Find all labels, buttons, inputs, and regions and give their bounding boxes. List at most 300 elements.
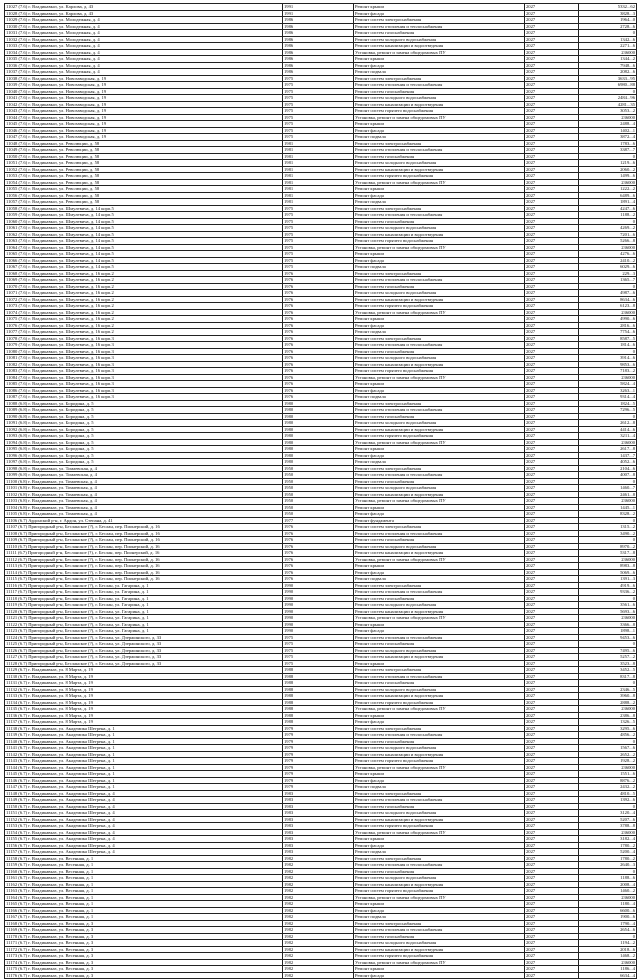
- address-cell: 11110 (6.7) Пригородный р-н, Бесланское (?), г. Беслан, пер. Пионерский, д. 16: [5, 543, 283, 550]
- year-cell: 1986: [283, 36, 354, 43]
- work-type-cell: Ремонт систем холодного водоснабжения: [354, 485, 525, 492]
- address-cell: 11162 (6.7) г. Владикавказ, ул. Весенняя, д. 1: [5, 881, 283, 888]
- address-cell: 11080 (7.6) г. Владикавказ, ул. Шмулевича, д. 16 корп.3: [5, 348, 283, 355]
- cost-cell: 2888...2: [579, 699, 637, 706]
- work-type-cell: Ремонт систем газоснабжения: [354, 153, 525, 160]
- cost-cell: 9853...6: [579, 361, 637, 368]
- year-cell: 1988: [283, 699, 354, 706]
- year-cell: 1982: [283, 940, 354, 947]
- plan-year-cell: 2027: [525, 101, 579, 108]
- year-cell: 1976: [283, 296, 354, 303]
- year-cell: 1975: [283, 134, 354, 141]
- work-type-cell: Ремонт крыши: [354, 621, 525, 628]
- work-type-cell: Ремонт систем электроснабжения: [354, 855, 525, 862]
- address-cell: 11122 (6.7) Пригородный р-н, Бесланское (?), г. Беслан, ул. Гагарина, д. 1: [5, 621, 283, 628]
- year-cell: 1976: [283, 283, 354, 290]
- plan-year-cell: 2027: [525, 836, 579, 843]
- work-type-cell: Ремонт подвала: [354, 914, 525, 921]
- year-cell: 1976: [283, 381, 354, 388]
- work-type-cell: Ремонт фасада: [354, 257, 525, 264]
- work-type-cell: Ремонт фасада: [354, 127, 525, 134]
- address-cell: 11027 (7.6) г. Владикавказ, ул. Карлова, д. 43: [5, 4, 283, 11]
- plan-year-cell: 2027: [525, 680, 579, 687]
- year-cell: 1982: [283, 875, 354, 882]
- year-cell: 1983: [283, 823, 354, 830]
- year-cell: 1986: [283, 56, 354, 63]
- work-type-cell: Ремонт систем газоснабжения: [354, 478, 525, 485]
- plan-year-cell: 2027: [525, 641, 579, 648]
- address-cell: 11065 (7.6) г. Владикавказ, ул. Шмулевича, д. 14 корп.5: [5, 251, 283, 258]
- address-cell: 11069 (7.6) г. Владикавказ, ул. Шмулевича, д. 16 корп.2: [5, 277, 283, 284]
- plan-year-cell: 2027: [525, 30, 579, 37]
- plan-year-cell: 2027: [525, 784, 579, 791]
- address-cell: 11172 (6.7) г. Владикавказ, ул. Весенняя, д. 3: [5, 946, 283, 953]
- plan-year-cell: 2027: [525, 673, 579, 680]
- year-cell: 1982: [283, 914, 354, 921]
- cost-cell: 4281...35: [579, 101, 637, 108]
- plan-year-cell: 2027: [525, 537, 579, 544]
- address-cell: 11103 (6.8) г. Владикавказ, ул. Томаевская, д. 4: [5, 498, 283, 505]
- year-cell: 1986: [283, 17, 354, 24]
- year-cell: 1990: [283, 621, 354, 628]
- work-type-cell: Ремонт систем газоснабжения: [354, 738, 525, 745]
- address-cell: 11055 (7.6) г. Владикавказ, ул. Революции, д. 58: [5, 186, 283, 193]
- cost-cell: 236000: [579, 894, 637, 901]
- year-cell: 1982: [283, 946, 354, 953]
- work-type-cell: Установка, ремонт и замена общедомовых ПУ: [354, 615, 525, 622]
- cost-cell: 1222...2: [579, 186, 637, 193]
- year-cell: 1975: [283, 75, 354, 82]
- year-cell: 1980: [283, 452, 354, 459]
- plan-year-cell: 2027: [525, 725, 579, 732]
- address-cell: 11094 (6.8) г. Владикавказ, ул. Бородина, д. 5: [5, 439, 283, 446]
- plan-year-cell: 2027: [525, 485, 579, 492]
- plan-year-cell: 2027: [525, 75, 579, 82]
- year-cell: 1976: [283, 342, 354, 349]
- cost-cell: 2008...4: [579, 881, 637, 888]
- year-cell: 1983: [283, 797, 354, 804]
- cost-cell: 0: [579, 738, 637, 745]
- cost-cell: 5200...4: [579, 849, 637, 856]
- plan-year-cell: 2027: [525, 309, 579, 316]
- plan-year-cell: 2027: [525, 114, 579, 121]
- plan-year-cell: 2027: [525, 368, 579, 375]
- year-cell: 1980: [283, 446, 354, 453]
- year-cell: 1976: [283, 368, 354, 375]
- work-type-cell: Ремонт систем горячего водоснабжения: [354, 108, 525, 115]
- cost-cell: 0: [579, 680, 637, 687]
- work-type-cell: Ремонт фасада: [354, 387, 525, 394]
- cost-cell: 2018...6: [579, 946, 637, 953]
- year-cell: 1976: [283, 394, 354, 401]
- address-cell: 11153 (6.7) г. Владикавказ, ул. Академика Шегрена, д. 4: [5, 823, 283, 830]
- address-cell: 11143 (6.7) г. Владикавказ, ул. Академика Шегрена, д. 1: [5, 758, 283, 765]
- cost-cell: 2410...2: [579, 257, 637, 264]
- address-cell: 11104 (6.8) г. Владикавказ, ул. Томаевская, д. 4: [5, 504, 283, 511]
- cost-cell: 3490...2: [579, 530, 637, 537]
- cost-cell: 6980...88: [579, 82, 637, 89]
- work-type-cell: Ремонт крыши: [354, 4, 525, 11]
- year-cell: 1983: [283, 836, 354, 843]
- address-cell: 11151 (6.7) г. Владикавказ, ул. Академика Шегрена, д. 4: [5, 810, 283, 817]
- plan-year-cell: 2027: [525, 212, 579, 219]
- work-type-cell: Ремонт систем канализации и водоотведения: [354, 608, 525, 615]
- plan-year-cell: 2027: [525, 134, 579, 141]
- cost-cell: 236000: [579, 764, 637, 771]
- address-cell: 11173 (6.7) г. Владикавказ, ул. Весенняя, д. 3: [5, 953, 283, 960]
- plan-year-cell: 2027: [525, 940, 579, 947]
- year-cell: 1990: [283, 608, 354, 615]
- year-cell: 1975: [283, 264, 354, 271]
- address-cell: 11106 (6.7) Ардонский р-н, г. Ардон, ул. Степана, д. 41: [5, 517, 283, 524]
- plan-year-cell: 2027: [525, 108, 579, 115]
- plan-year-cell: 2027: [525, 881, 579, 888]
- work-type-cell: Ремонт систем отопления и теплоснабжения: [354, 342, 525, 349]
- address-cell: 11148 (6.7) г. Владикавказ, ул. Академика Шегрена, д. 4: [5, 790, 283, 797]
- cost-cell: 5069...6: [579, 569, 637, 576]
- cost-cell: 1188...2: [579, 212, 637, 219]
- year-cell: 1976: [283, 316, 354, 323]
- cost-cell: 7296...5: [579, 407, 637, 414]
- plan-year-cell: 2027: [525, 160, 579, 167]
- cost-cell: 2652...2: [579, 751, 637, 758]
- work-type-cell: Установка, ремонт и замена общедомовых ПУ: [354, 556, 525, 563]
- work-type-cell: Ремонт систем электроснабжения: [354, 400, 525, 407]
- cost-cell: 7495...6: [579, 647, 637, 654]
- address-cell: 11128 (6.7) Пригородный р-н, Бесланское (?), г. Беслан, ул. Дзержинского, д. 33: [5, 660, 283, 667]
- address-cell: 11090 (6.8) г. Владикавказ, ул. Бородина, д. 5: [5, 413, 283, 420]
- year-cell: 1986: [283, 49, 354, 56]
- cost-cell: 6029...6: [579, 264, 637, 271]
- work-type-cell: Ремонт систем газоснабжения: [354, 413, 525, 420]
- year-cell: 1988: [283, 712, 354, 719]
- work-type-cell: Ремонт систем горячего водоснабжения: [354, 303, 525, 310]
- plan-year-cell: 2027: [525, 413, 579, 420]
- work-type-cell: Ремонт фасада: [354, 907, 525, 914]
- work-type-cell: Ремонт систем отопления и теплоснабжения: [354, 82, 525, 89]
- year-cell: 1950: [283, 498, 354, 505]
- cost-cell: 236000: [579, 615, 637, 622]
- address-cell: 11068 (7.6) г. Владикавказ, ул. Шмулевича, д. 16 корп.2: [5, 270, 283, 277]
- year-cell: 1982: [283, 855, 354, 862]
- plan-year-cell: 2027: [525, 764, 579, 771]
- year-cell: 1975: [283, 647, 354, 654]
- plan-year-cell: 2027: [525, 244, 579, 251]
- cost-cell: 4990...6: [579, 316, 637, 323]
- cost-cell: 2484...96: [579, 95, 637, 102]
- work-type-cell: Ремонт систем электроснабжения: [354, 75, 525, 82]
- year-cell: 1988: [283, 686, 354, 693]
- cost-cell: 1460...7: [579, 485, 637, 492]
- address-cell: 11030 (7.6) г. Владикавказ, ул. Молодежная, д. 4: [5, 23, 283, 30]
- address-cell: 11059 (7.6) г. Владикавказ, ул. Шмулевича, д. 14 корп.5: [5, 212, 283, 219]
- work-type-cell: Ремонт систем холодного водоснабжения: [354, 602, 525, 609]
- year-cell: 1982: [283, 953, 354, 960]
- cost-cell: 1824...5: [579, 400, 637, 407]
- cost-cell: 2640...3: [579, 862, 637, 869]
- cost-cell: 5693...6: [579, 608, 637, 615]
- cost-cell: 7201...6: [579, 231, 637, 238]
- cost-cell: 3053...2: [579, 108, 637, 115]
- address-cell: 11144 (6.7) г. Владикавказ, ул. Академика Шегрена, д. 1: [5, 764, 283, 771]
- year-cell: 1983: [283, 849, 354, 856]
- plan-year-cell: 2027: [525, 387, 579, 394]
- address-cell: 11124 (6.7) Пригородный р-н, Бесланское (?), г. Беслан, ул. Дзержинского, д. 33: [5, 634, 283, 641]
- plan-year-cell: 2027: [525, 316, 579, 323]
- address-cell: 11060 (7.6) г. Владикавказ, ул. Шмулевича, д. 14 корп.5: [5, 218, 283, 225]
- cost-cell: 1499...6: [579, 173, 637, 180]
- address-cell: 11154 (6.7) г. Владикавказ, ул. Академика Шегрена, д. 4: [5, 829, 283, 836]
- cost-cell: 1342...6: [579, 36, 637, 43]
- plan-year-cell: 2027: [525, 576, 579, 583]
- year-cell: 1975: [283, 212, 354, 219]
- plan-year-cell: 2027: [525, 381, 579, 388]
- cost-cell: 236000: [579, 959, 637, 966]
- plan-year-cell: 2027: [525, 797, 579, 804]
- cost-cell: 2271...6: [579, 43, 637, 50]
- plan-year-cell: 2027: [525, 927, 579, 934]
- address-cell: 11118 (6.7) Пригородный р-н, Бесланское (?), г. Беслан, ул. Гагарина, д. 1: [5, 595, 283, 602]
- plan-year-cell: 2027: [525, 732, 579, 739]
- work-type-cell: Ремонт подвала: [354, 459, 525, 466]
- cost-cell: 1402...1: [579, 127, 637, 134]
- work-type-cell: Ремонт систем канализации и водоотведения: [354, 43, 525, 50]
- year-cell: 1975: [283, 108, 354, 115]
- work-type-cell: Ремонт систем горячего водоснабжения: [354, 888, 525, 895]
- address-cell: 11131 (6.7) г. Владикавказ, ул. 8 Марта, д. 19: [5, 680, 283, 687]
- work-type-cell: Ремонт систем электроснабжения: [354, 790, 525, 797]
- work-type-cell: Ремонт систем горячего водоснабжения: [354, 238, 525, 245]
- plan-year-cell: 2027: [525, 524, 579, 531]
- cost-cell: 1964...0: [579, 17, 637, 24]
- cost-cell: 2432...2: [579, 784, 637, 791]
- cost-cell: 8634...6: [579, 296, 637, 303]
- year-cell: 1976: [283, 270, 354, 277]
- work-type-cell: Ремонт систем отопления и теплоснабжения: [354, 23, 525, 30]
- year-cell: 1991: [283, 10, 354, 17]
- plan-year-cell: 2027: [525, 290, 579, 297]
- year-cell: 1950: [283, 465, 354, 472]
- address-cell: 11043 (7.6) г. Владикавказ, ул. Новозаводская, д. 19: [5, 108, 283, 115]
- plan-year-cell: 2027: [525, 621, 579, 628]
- cost-cell: 8983...8: [579, 563, 637, 570]
- address-cell: 11120 (6.7) Пригородный р-н, Бесланское (?), г. Беслан, ул. Гагарина, д. 1: [5, 608, 283, 615]
- cost-cell: 2461...8: [579, 491, 637, 498]
- plan-year-cell: 2027: [525, 329, 579, 336]
- address-cell: 11072 (7.6) г. Владикавказ, ул. Шмулевича, д. 16 корп.2: [5, 296, 283, 303]
- address-cell: 11031 (7.6) г. Владикавказ, ул. Молодежная, д. 4: [5, 30, 283, 37]
- cost-cell: 3211...4: [579, 433, 637, 440]
- plan-year-cell: 2027: [525, 959, 579, 966]
- cost-cell: 0: [579, 595, 637, 602]
- address-cell: 11070 (7.6) г. Владикавказ, ул. Шмулевича, д. 16 корп.2: [5, 283, 283, 290]
- year-cell: 1979: [283, 764, 354, 771]
- plan-year-cell: 2027: [525, 400, 579, 407]
- plan-year-cell: 2027: [525, 530, 579, 537]
- cost-cell: 2488...4: [579, 121, 637, 128]
- address-cell: 11125 (6.7) Пригородный р-н, Бесланское (?), г. Беслан, ул. Дзержинского, д. 33: [5, 641, 283, 648]
- cost-cell: 236000: [579, 49, 637, 56]
- work-type-cell: Ремонт систем отопления и теплоснабжения: [354, 472, 525, 479]
- address-cell: 11064 (7.6) г. Владикавказ, ул. Шмулевича, д. 14 корп.5: [5, 244, 283, 251]
- year-cell: 1982: [283, 920, 354, 927]
- address-cell: 11102 (6.8) г. Владикавказ, ул. Томаевская, д. 4: [5, 491, 283, 498]
- cost-cell: 5207...6: [579, 816, 637, 823]
- plan-year-cell: 2027: [525, 914, 579, 921]
- cost-cell: 4414...6: [579, 426, 637, 433]
- cost-cell: 1186...4: [579, 966, 637, 973]
- plan-year-cell: 2027: [525, 361, 579, 368]
- plan-year-cell: 2027: [525, 465, 579, 472]
- year-cell: 1986: [283, 69, 354, 76]
- plan-year-cell: 2027: [525, 199, 579, 206]
- address-cell: 11092 (6.8) г. Владикавказ, ул. Бородина, д. 5: [5, 426, 283, 433]
- year-cell: 1976: [283, 374, 354, 381]
- address-cell: 11130 (6.7) г. Владикавказ, ул. 8 Марта, д. 19: [5, 673, 283, 680]
- plan-year-cell: 2027: [525, 426, 579, 433]
- cost-cell: 0: [579, 30, 637, 37]
- cost-cell: 3366...8: [579, 621, 637, 628]
- plan-year-cell: 2027: [525, 17, 579, 24]
- work-type-cell: Ремонт систем электроснабжения: [354, 582, 525, 589]
- address-cell: 11047 (7.6) г. Владикавказ, ул. Новозаводская, д. 19: [5, 134, 283, 141]
- work-type-cell: Ремонт фасада: [354, 569, 525, 576]
- address-cell: 11166 (6.7) г. Владикавказ, ул. Весенняя, д. 1: [5, 907, 283, 914]
- plan-year-cell: 2027: [525, 615, 579, 622]
- address-cell: 11062 (7.6) г. Владикавказ, ул. Шмулевича, д. 14 корп.5: [5, 231, 283, 238]
- year-cell: 1975: [283, 114, 354, 121]
- work-type-cell: Ремонт систем канализации и водоотведения: [354, 231, 525, 238]
- work-type-cell: Установка, ремонт и замена общедомовых ПУ: [354, 894, 525, 901]
- work-type-cell: Ремонт фасада: [354, 322, 525, 329]
- address-cell: 11063 (7.6) г. Владикавказ, ул. Шмулевича, д. 14 корп.5: [5, 238, 283, 245]
- plan-year-cell: 2027: [525, 491, 579, 498]
- cost-cell: 1780...2: [579, 842, 637, 849]
- year-cell: 1982: [283, 901, 354, 908]
- year-cell: 1986: [283, 62, 354, 69]
- address-cell: 11071 (7.6) г. Владикавказ, ул. Шмулевича, д. 16 корп.2: [5, 290, 283, 297]
- cost-cell: 0: [579, 153, 637, 160]
- cost-cell: 236000: [579, 556, 637, 563]
- address-cell: 11034 (7.6) г. Владикавказ, ул. Молодежная, д. 4: [5, 49, 283, 56]
- year-cell: 1981: [283, 173, 354, 180]
- address-cell: 11116 (6.7) Пригородный р-н, Бесланское (?), г. Беслан, ул. Гагарина, д. 1: [5, 582, 283, 589]
- year-cell: 1975: [283, 205, 354, 212]
- cost-cell: 9314...4: [579, 394, 637, 401]
- plan-year-cell: 2027: [525, 608, 579, 615]
- cost-cell: 1344...2: [579, 56, 637, 63]
- address-cell: 11157 (6.7) г. Владикавказ, ул. Академика Шегрена, д. 4: [5, 849, 283, 856]
- address-cell: 11053 (7.6) г. Владикавказ, ул. Революции, д. 58: [5, 173, 283, 180]
- plan-year-cell: 2027: [525, 595, 579, 602]
- work-type-cell: Ремонт систем отопления и теплоснабжения: [354, 589, 525, 596]
- year-cell: 1976: [283, 569, 354, 576]
- address-cell: 11084 (7.6) г. Владикавказ, ул. Шмулевича, д. 16 корп.3: [5, 374, 283, 381]
- plan-year-cell: 2027: [525, 452, 579, 459]
- year-cell: 1980: [283, 400, 354, 407]
- plan-year-cell: 2027: [525, 686, 579, 693]
- year-cell: 1982: [283, 966, 354, 973]
- plan-year-cell: 2027: [525, 296, 579, 303]
- plan-year-cell: 2027: [525, 374, 579, 381]
- cost-cell: 3914...6: [579, 355, 637, 362]
- address-cell: 11113 (6.7) Пригородный р-н, Бесланское (?), г. Беслан, пер. Пионерский, д. 16: [5, 563, 283, 570]
- plan-year-cell: 2027: [525, 283, 579, 290]
- plan-year-cell: 2027: [525, 816, 579, 823]
- plan-year-cell: 2027: [525, 907, 579, 914]
- work-type-cell: Ремонт систем отопления и теплоснабжения: [354, 530, 525, 537]
- cost-cell: 1315...2: [579, 524, 637, 531]
- cost-cell: 0: [579, 517, 637, 524]
- plan-year-cell: 2027: [525, 439, 579, 446]
- year-cell: 1983: [283, 790, 354, 797]
- year-cell: 1982: [283, 888, 354, 895]
- address-cell: 11086 (7.6) г. Владикавказ, ул. Шмулевича, д. 16 корп.3: [5, 387, 283, 394]
- cost-cell: 4007...8: [579, 472, 637, 479]
- cost-cell: 236000: [579, 244, 637, 251]
- plan-year-cell: 2027: [525, 771, 579, 778]
- plan-year-cell: 2027: [525, 699, 579, 706]
- work-type-cell: Ремонт систем газоснабжения: [354, 641, 525, 648]
- cost-cell: 2654...6: [579, 927, 637, 934]
- cost-cell: 3387...7: [579, 147, 637, 154]
- address-cell: 11147 (6.7) г. Владикавказ, ул. Академика Шегрена, д. 1: [5, 784, 283, 791]
- address-cell: 11119 (6.7) Пригородный р-н, Бесланское (?), г. Беслан, ул. Гагарина, д. 1: [5, 602, 283, 609]
- cost-cell: 7948...6: [579, 62, 637, 69]
- work-type-cell: Ремонт систем холодного водоснабжения: [354, 940, 525, 947]
- address-cell: 11088 (6.8) г. Владикавказ, ул. Бородина, д. 5: [5, 400, 283, 407]
- work-type-cell: Ремонт систем горячего водоснабжения: [354, 953, 525, 960]
- work-type-cell: Ремонт систем газоснабжения: [354, 595, 525, 602]
- address-cell: 11159 (6.7) г. Владикавказ, ул. Весенняя, д. 1: [5, 862, 283, 869]
- year-cell: 1975: [283, 257, 354, 264]
- plan-year-cell: 2027: [525, 647, 579, 654]
- year-cell: 1979: [283, 771, 354, 778]
- address-cell: 11066 (7.6) г. Владикавказ, ул. Шмулевича, д. 14 корп.5: [5, 257, 283, 264]
- work-type-cell: Ремонт подвала: [354, 199, 525, 206]
- address-cell: 11042 (7.6) г. Владикавказ, ул. Новозаводская, д. 19: [5, 101, 283, 108]
- address-cell: 11100 (6.8) г. Владикавказ, ул. Томаевская, д. 4: [5, 478, 283, 485]
- address-cell: 11048 (7.6) г. Владикавказ, ул. Революции, д. 58: [5, 140, 283, 147]
- cost-cell: 9336...2: [579, 589, 637, 596]
- work-type-cell: Ремонт систем отопления и теплоснабжения: [354, 634, 525, 641]
- work-type-cell: Ремонт крыши: [354, 771, 525, 778]
- plan-year-cell: 2027: [525, 829, 579, 836]
- cost-cell: 3182...4: [579, 836, 637, 843]
- work-type-cell: Ремонт фундамента: [354, 517, 525, 524]
- plan-year-cell: 2027: [525, 504, 579, 511]
- year-cell: 1976: [283, 348, 354, 355]
- work-type-cell: Ремонт фасада: [354, 10, 525, 17]
- cost-cell: 2728...6: [579, 23, 637, 30]
- address-cell: 11150 (6.7) г. Владикавказ, ул. Академика Шегрена, д. 4: [5, 803, 283, 810]
- plan-year-cell: 2027: [525, 745, 579, 752]
- address-cell: 11135 (6.7) г. Владикавказ, ул. 8 Марта, д. 19: [5, 706, 283, 713]
- year-cell: 1990: [283, 602, 354, 609]
- year-cell: 1990: [283, 595, 354, 602]
- cost-cell: 3263...1: [579, 387, 637, 394]
- address-cell: 11049 (7.6) г. Владикавказ, ул. Революции, д. 58: [5, 147, 283, 154]
- plan-year-cell: 2027: [525, 751, 579, 758]
- year-cell: 1975: [283, 88, 354, 95]
- address-cell: 11133 (6.7) г. Владикавказ, ул. 8 Марта, д. 19: [5, 693, 283, 700]
- plan-year-cell: 2027: [525, 407, 579, 414]
- cost-cell: 1391...3: [579, 576, 637, 583]
- work-type-cell: Ремонт подвала: [354, 134, 525, 141]
- work-type-cell: Ремонт подвала: [354, 849, 525, 856]
- cost-cell: 1567...6: [579, 745, 637, 752]
- year-cell: 1986: [283, 23, 354, 30]
